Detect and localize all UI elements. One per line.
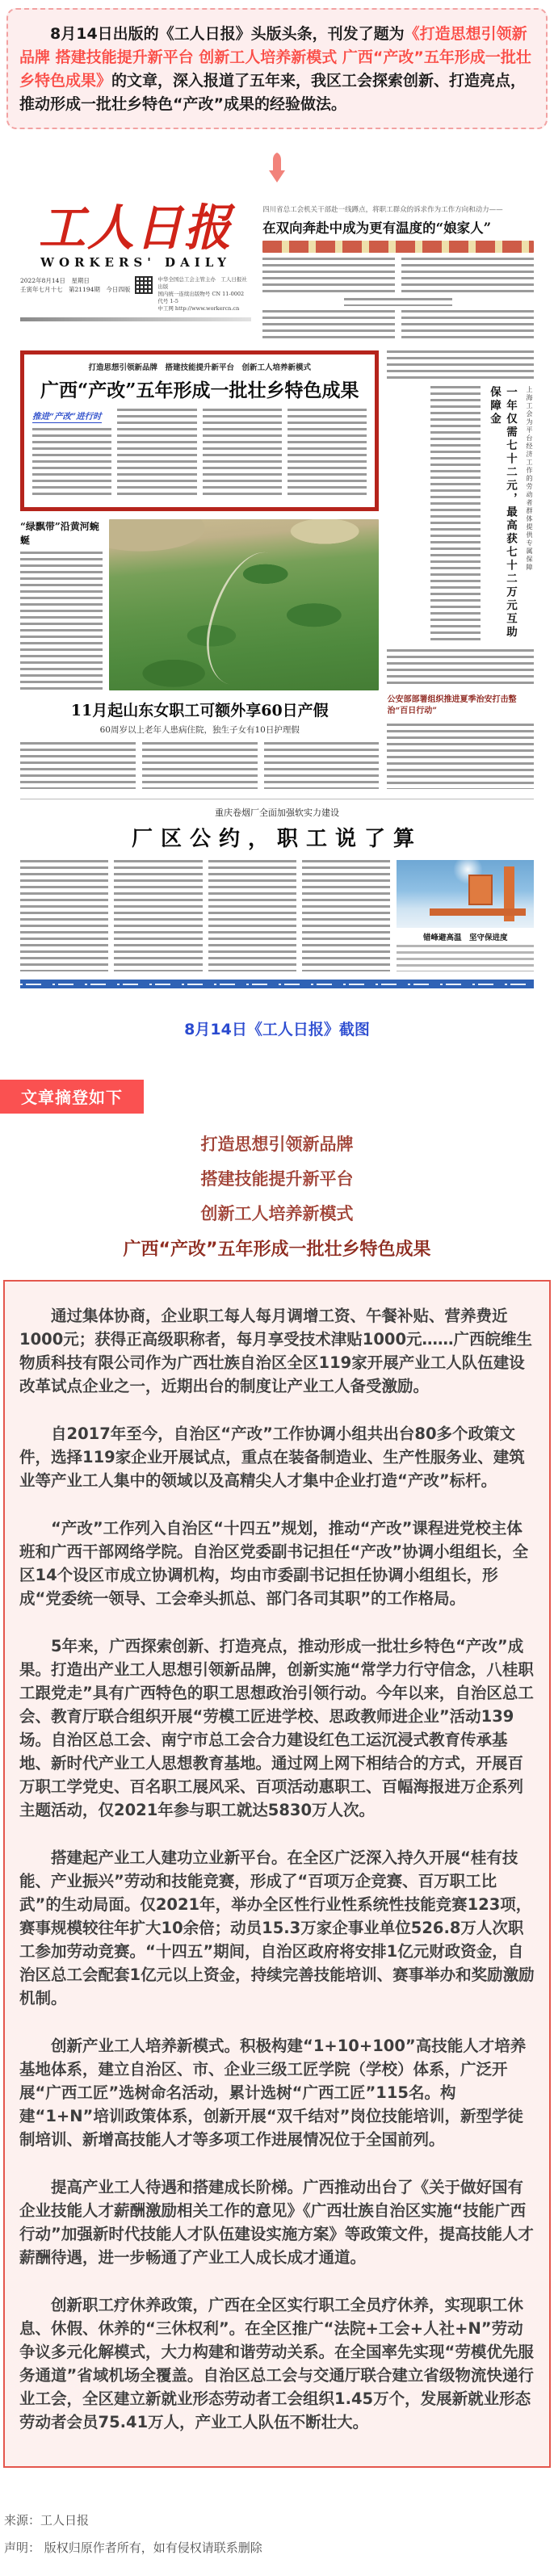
intro-text [19, 23, 535, 116]
crane-photo-caption: 错峰避高温 坚守保进度 [422, 933, 508, 942]
simulated-text-columns [20, 860, 390, 971]
simulated-text [20, 860, 108, 971]
article-paragraph: 5年来，广西探索创新、打造亮点，推动形成一批壮乡特色“产改”成果。打造出产业工人思想引领新品牌，创新实施“常学力行守信念，八桂职工跟党走”具有广西特色的职工思想政治引领行动。今年以来，自治区总工会、教育厅联合组织开展“劳模工匠进学校、思政教师进企业”活动139场。自治区总工会、南宁市总工会合力建设红色工运沉浸式教育传承基地、新时代产业工人思想教育基地。通过网上网下相结合的方式，开展百万职工学党史、百名职工展风采、百项活动惠职工、百幅海报进万企系列主题活动，仅2021年参与职工就达5830万人次。 [19, 1637, 534, 1819]
simulated-text [397, 945, 534, 971]
statement-line: 声明： 版权归原作者所有，如有侵权请联系删除 [4, 2540, 262, 2555]
insurance-vertical-headline: 一年仅需七十二元，最高获七十二万元互助保障金 [488, 386, 517, 640]
newspaper-footer-strip [20, 980, 534, 988]
feature-kicker: 打造思想引领新品牌 搭建技能提升新平台 创新工人培养新模式 [88, 363, 311, 372]
feature-text-columns [32, 409, 367, 499]
simulated-text [114, 860, 202, 971]
simulated-text [287, 409, 367, 499]
top-right-headline: 在双向奔赴中成为更有温度的“娘家人” [262, 220, 492, 236]
feature-column-1 [32, 409, 111, 499]
newspaper-logo: 工人日报 [39, 199, 233, 257]
article-paragraph: 提高产业工人待遇和搭建成长阶梯。广西推动出台了《关于做好国有企业技能人才薪酬激励相关工作的意见》《广西壮族自治区实施“技能广西行动”加强新时代技能人才队伍建设实施方案》等政策文件，提高技能人才薪酬待遇，进一步畅通了产业工人成长成才通道。 [19, 2178, 534, 2267]
newspaper-logo-english: WORKERS' DAILY [40, 255, 232, 270]
shandong-article [20, 699, 379, 789]
article-paragraph: 创新职工疗休养政策，广西在全区实行职工全员疗休养，实现职工休息、休假、休养的“三休权利”。在全区推广“法院+工会+人社+N”劳动争议多元化解模式，大力构建和谐劳动关系。在全国率先实现“劳模优先服务通道”省域机场全覆盖。自治区总工会与交通厅联合建立省级物流快递行业工会，全区建立新就业形态劳动者工会组织1.45万个，发展新就业形态劳动者会员75.41万人，产业工人队伍不断壮大。 [19, 2296, 534, 2431]
green-ribbon-headline: “绿飘带”沿黄河蜿蜒 [20, 521, 99, 546]
shandong-subhead: 60周岁以上老年人患病住院，独生子女有10日护理假 [99, 725, 300, 735]
newspaper-caption: 8月14日《工人日报》截图 [184, 1021, 370, 1038]
intro-article-title: 《打造思想引领新品牌 搭建技能提升新平台 创新工人培养新模式 广西“产改”五年形成一批壮乡特色成果》 [19, 25, 531, 90]
simulated-text [208, 860, 296, 971]
simulated-text [203, 409, 282, 499]
simulated-text-columns [262, 310, 534, 342]
simulated-text [302, 860, 390, 971]
aerial-road-shape [196, 543, 302, 690]
newspaper-middle-section [20, 350, 534, 789]
simulated-text [387, 350, 534, 380]
date-line-1: 2022年8月14日 星期日 [20, 277, 90, 284]
simulated-text [117, 409, 196, 499]
simulated-text [262, 310, 395, 342]
simulated-text [401, 258, 534, 293]
banner-photo [262, 241, 534, 253]
police-campaign-headline: 公安部部署组织推进夏季治安打击整治“百日行动” [387, 695, 517, 715]
article-paragraph: 创新产业工人培养新模式。积极构建“1+10+100”高技能人才培养基地体系，建立自治区、市、企业三级工匠学院（学校）体系，广泛开展“广西工匠”选树命名活动，累计选树“广西工匠”115名。构建“1+N”培训政策体系，创新开展“双千结对”岗位技能培训，新型学徒制培训、新增高技能人才等多项工作进展情况位于全国前列。 [19, 2037, 527, 2149]
photo-row [20, 519, 379, 690]
simulated-text [262, 258, 395, 293]
masthead-left [20, 199, 251, 342]
simulated-text [387, 724, 534, 789]
factory-kicker: 重庆卷烟厂全面加强软实力建设 [215, 808, 339, 818]
intro-summary-box [6, 8, 548, 129]
down-arrow-icon [0, 152, 554, 184]
excerpt-headline-main: 广西“产改”五年形成一批壮乡特色成果 [123, 1240, 431, 1260]
simulated-text [430, 386, 481, 643]
simulated-text-columns [20, 742, 379, 789]
qr-code-icon [135, 276, 153, 294]
masthead-info-row [20, 276, 251, 313]
article-paragraph: 自2017年至今，自治区“产改”工作协调小组共出台80多个政策文件，选择119家企业开展试点，重点在装备制造业、生产性服务业、建筑业等产业工人集中的领域以及高精尖人才集中企业打造“产改”标杆。 [19, 1424, 525, 1490]
article-paragraph: 通过集体协商，企业职工每人每月调增工资、午餐补贴、营养费近1000元；获得正高级职称者，每月享受技术津贴1000元……广西皖维生物质科技有限公司作为广西壮族自治区全区119家开展产业工人队伍建设改革试点企业之一，近期出台的制度让产业工人备受激励。 [19, 1307, 533, 1395]
factory-body [20, 860, 534, 971]
simulated-text [20, 742, 136, 789]
simulated-text [401, 310, 534, 342]
excerpt-badge: 文章摘登如下 [0, 1080, 144, 1114]
publisher-line-3: 中工网 http://www.workercn.cn [157, 305, 240, 312]
shandong-headline: 11月起山东女职工可额外享60日产假 [70, 702, 329, 720]
simulated-text-columns [262, 258, 534, 293]
publisher-line-2: 国内统一连续出版物号 CN 11-0002 代号 1-5 [157, 291, 250, 304]
article-paragraph: 搭建起产业工人建功立业新平台。在全区广泛深入持久开展“桂有技能、产业振兴”劳动和技能竞赛，形成了“百项万企竞赛、百万职工比武”的生动局面。仅2021年，举办全区性行业性系统性技能竞赛123项，赛事规模较往年扩大10余倍；动员15.3万家企事业单位526.8万人次职工参加劳动竞赛。“十四五”期间，自治区政府将安排1亿元财政资金，自治区总工会配套1亿元以上资金，持续完善技能培训、赛事举办和奖励激励机制。 [19, 1848, 535, 2008]
publisher-line-1: 中华全国总工会主管主办 工人日报社出版 [157, 276, 247, 290]
intro-prefix: 8月14日出版的《工人日报》头版头条，刊发了题为 [50, 25, 405, 43]
guangxi-feature-box [20, 350, 379, 511]
excerpt-headline-line-1: 打造思想引领新品牌 [200, 1135, 354, 1154]
source-line: 来源：工人日报 [4, 2513, 90, 2528]
masthead-right-article [262, 202, 534, 342]
newspaper-front-page-image[interactable] [20, 199, 534, 988]
newspaper-right-column [387, 350, 534, 789]
excerpt-headline-line-2: 搭建技能提升新平台 [200, 1169, 354, 1189]
feature-headline: 广西“产改”五年形成一批壮乡特色成果 [40, 380, 359, 401]
simulated-text [20, 552, 103, 690]
simulated-subhead [344, 298, 452, 306]
excerpt-headline-block [0, 1131, 554, 1261]
newspaper-masthead [20, 199, 534, 342]
masthead-divider [20, 317, 251, 321]
excerpt-headline-line-3: 创新工人培养新模式 [200, 1204, 354, 1223]
crane-photo [397, 860, 534, 928]
factory-article [20, 799, 534, 971]
simulated-text [32, 428, 111, 499]
insurance-article [387, 386, 534, 643]
page-footer [0, 2507, 554, 2561]
aerial-river-photo [109, 519, 379, 690]
factory-headline: 厂区公约，职工说了算 [131, 827, 422, 851]
article-paragraph: “产改”工作列入自治区“十四五”规划，推动“产改”课程进党校主体班和广西干部网络学院。自治区党委副书记担任“产改”协调小组组长，全区14个设区市成立协调机构，均由市委副书记担任协调小组组长，形成“党委统一领导、工会牵头抓总、部门各司其职”的工作格局。 [19, 1519, 529, 1608]
crane-container-shape [468, 875, 493, 905]
green-ribbon-column [20, 519, 103, 690]
newspaper-main-column [20, 350, 379, 789]
masthead-publisher [157, 276, 251, 313]
date-line-2: 壬寅年七月十七 第21194期 今日四版 [20, 286, 131, 293]
crane-photo-block [397, 860, 534, 971]
simulated-text [264, 742, 380, 789]
crane-horizontal-shape [430, 908, 526, 916]
simulated-text [387, 649, 534, 688]
feature-column-tag: 推进“产改”进行时 [32, 412, 102, 422]
masthead-dates [20, 276, 130, 294]
simulated-text [142, 742, 258, 789]
top-right-kicker: 四川省总工会机关干部赴一线蹲点，将职工群众的诉求作为工作方向和动力—— [262, 206, 503, 214]
insurance-vertical-kicker: 上海工会为平台经济工作的劳动者群体提供专属保障 [526, 386, 533, 572]
article-body-box [3, 1280, 551, 2468]
intro-suffix: 的文章，深入报道了五年来，我区工会探索创新、打造亮点，推动形成一批壮乡特色“产改”成果的经验做法。 [19, 72, 527, 113]
